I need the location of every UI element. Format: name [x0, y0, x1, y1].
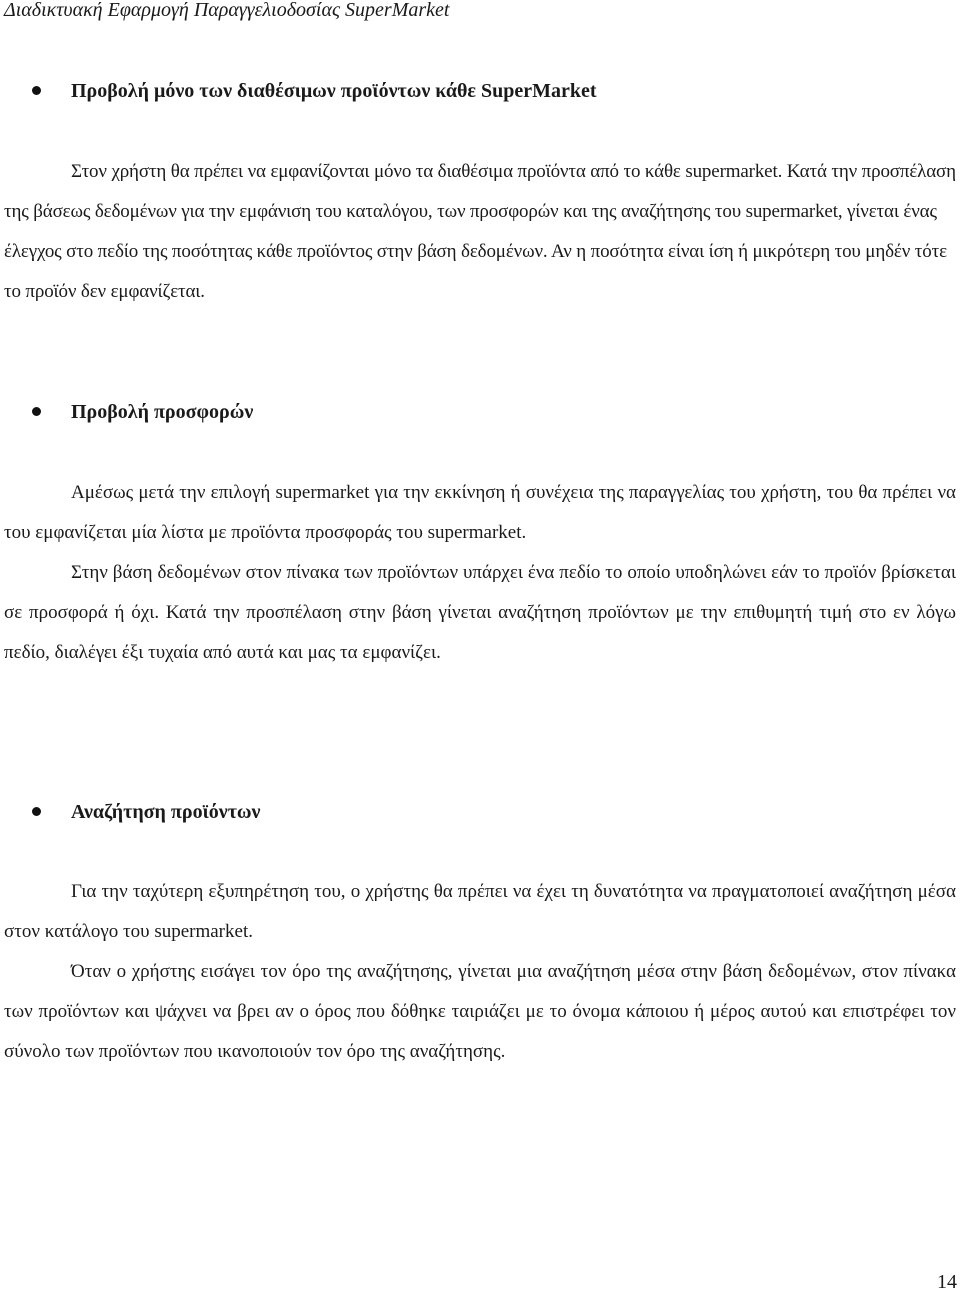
bullet-icon — [32, 807, 41, 816]
paragraph: Στον χρήστη θα πρέπει να εμφανίζονται μόνο τα διαθέσιμα προϊόντα από το κάθε supermarket. Κατά την προσπέλαση της βάσεως δεδομένων για την εμφάνιση του καταλόγου, των προσφορών και της αναζήτησης του supermarket, γίνεται ένας έλεγχος στο πεδίο της ποσότητας κάθε προϊόντος στην βάση δεδομένων. Αν η ποσότητα είναι ίση ή μικρότερη του μηδέν τότε το προϊόν δεν εμφανίζεται. — [4, 161, 956, 302]
section-heading-search — [0, 799, 960, 825]
paragraph: Στην βάση δεδομένων στον πίνακα των προϊόντων υπάρχει ένα πεδίο το οποίο υποδηλώνει εάν το προϊόν βρίσκεται σε προσφορά ή όχι. Κατά την προσπέλαση στην βάση γίνεται αναζήτηση προϊόντων με την επιθυμητή τιμή στο εν λόγω πεδίο, διαλέγει έξι τυχαία από αυτά και μας τα εμφανίζει. — [4, 562, 956, 663]
section-heading-offers — [0, 399, 960, 425]
document-header: Διαδικτυακή Εφαρμογή Παραγγελιοδοσίας SuperMarket — [4, 0, 450, 21]
section-title: Προβολή μόνο των διαθέσιμων προϊόντων κάθε SuperMarket — [71, 80, 597, 102]
section-title: Προβολή προσφορών — [71, 401, 254, 423]
paragraph: Για την ταχύτερη εξυπηρέτηση του, ο χρήστης θα πρέπει να έχει τη δυνατότητα να πραγματοποιεί αναζήτηση μέσα στον κατάλογο του supermarket. — [4, 881, 956, 942]
bullet-icon — [32, 407, 41, 416]
paragraph: Όταν ο χρήστης εισάγει τον όρο της αναζήτησης, γίνεται μια αναζήτηση μέσα στην βάση δεδομένων, στον πίνακα των προϊόντων και ψάχνει να βρει αν ο όρος που δόθηκε ταιριάζει με το όνομα κάποιου ή μέρος αυτού και επιστρέφει τον σύνολο των προϊόντων που ικανοποιούν τον όρο της αναζήτησης. — [4, 961, 956, 1062]
page-number: 14 — [937, 1271, 957, 1293]
section-title: Αναζήτηση προϊόντων — [71, 801, 261, 823]
bullet-icon — [32, 86, 41, 95]
paragraph: Αμέσως μετά την επιλογή supermarket για την εκκίνηση ή συνέχεια της παραγγελίας του χρήστη, του θα πρέπει να του εμφανίζεται μία λίστα με προϊόντα προσφοράς του supermarket. — [4, 482, 956, 543]
section-heading-availability — [0, 78, 960, 104]
